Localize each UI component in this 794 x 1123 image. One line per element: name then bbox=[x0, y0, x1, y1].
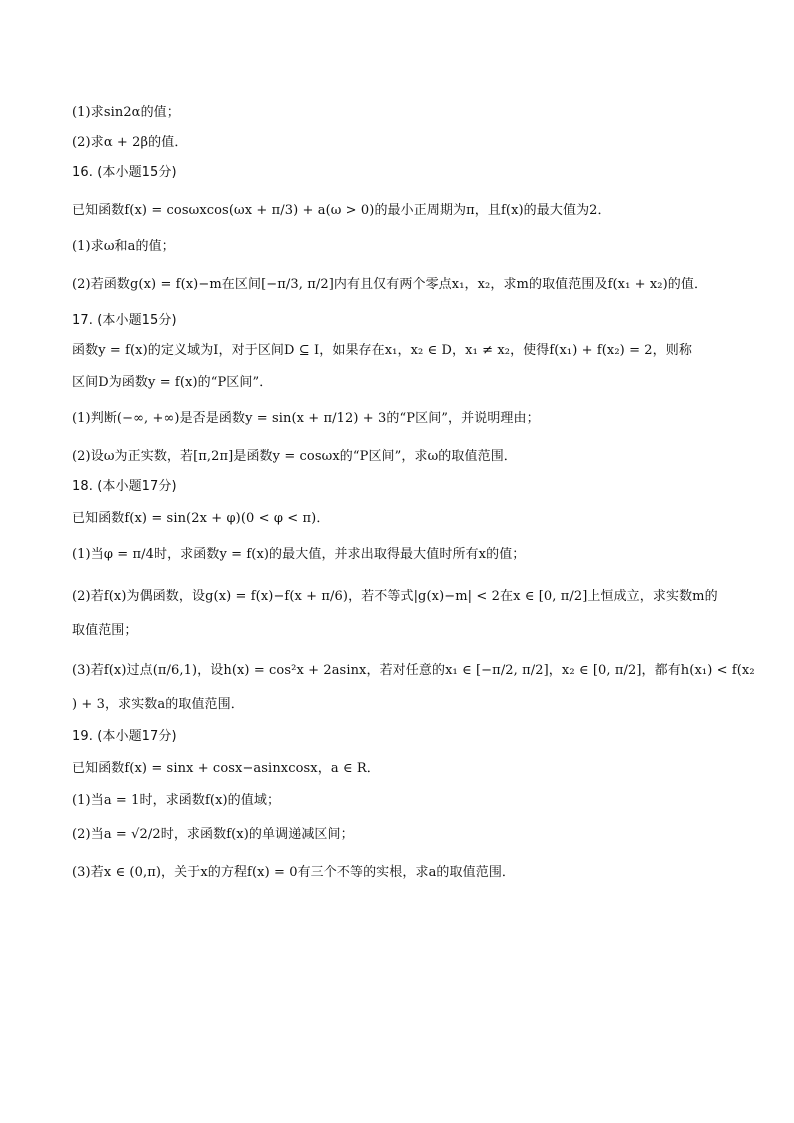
text-line-q18-part1: (1)当φ = π/4时，求函数y = f(x)的最大值，并求出取得最大值时所有x的值； bbox=[72, 547, 526, 562]
text-line-q17-part1: (1)判断(−∞, +∞)是否是函数y = sin(x + π/12) + 3的“P区间”，并说明理由； bbox=[72, 411, 540, 426]
text-line-q19-part1: (1)当a = 1时，求函数f(x)的值域； bbox=[72, 793, 281, 808]
text-line-q17-part2: (2)设ω为正实数，若[π,2π]是函数y = cosωx的“P区间”，求ω的取值范围． bbox=[72, 449, 517, 464]
text-line-q19-stem: 已知函数f(x) = sinx + cosx−asinxcosx，a ∈ R． bbox=[72, 761, 380, 776]
text-line-q18-part2-1: (2)若f(x)为偶函数，设g(x) = f(x)−f(x + π/6)，若不等式|g(x)−m| < 2在x ∈ [0, π/2]上恒成立，求实数m的 bbox=[72, 589, 718, 604]
question-heading-17: 17. (本小题15分) bbox=[72, 313, 177, 328]
text-line-q18-part2-2: 取值范围； bbox=[72, 623, 138, 638]
text-line-q17-stem-1: 函数y = f(x)的定义域为I，对于区间D ⊆ I，如果存在x₁，x₂ ∈ D，x₁ ≠ x₂，使得f(x₁) + f(x₂) = 2，则称 bbox=[72, 343, 692, 358]
question-heading-18: 18. (本小题17分) bbox=[72, 479, 177, 494]
text-line-q18-part3-1: (3)若f(x)过点(π/6,1)，设h(x) = cos²x + 2asinx，若对任意的x₁ ∈ [−π/2, π/2]，x₂ ∈ [0, π/2]，都有h(x₁) < f(x₂ bbox=[72, 663, 755, 678]
text-line-q15-part2: (2)求α + 2β的值． bbox=[72, 135, 188, 150]
text-line-q19-part2: (2)当a = √2/2时，求函数f(x)的单调递减区间； bbox=[72, 827, 354, 842]
text-line-q15-part1: (1)求sin2α的值； bbox=[72, 105, 180, 120]
text-line-q18-part3-2: ) + 3，求实数a的取值范围． bbox=[72, 697, 244, 712]
text-line-q18-stem: 已知函数f(x) = sin(2x + φ)(0 < φ < π)． bbox=[72, 511, 330, 526]
text-line-q16-stem: 已知函数f(x) = cosωxcos(ωx + π/3) + a(ω > 0)的最小正周期为π，且f(x)的最大值为2． bbox=[72, 203, 611, 218]
question-heading-19: 19. (本小题17分) bbox=[72, 729, 177, 744]
text-line-q16-part1: (1)求ω和a的值； bbox=[72, 239, 175, 254]
question-heading-16: 16. (本小题15分) bbox=[72, 165, 177, 180]
text-line-q19-part3: (3)若x ∈ (0,π)，关于x的方程f(x) = 0有三个不等的实根，求a的取值范围． bbox=[72, 865, 516, 880]
text-line-q16-part2: (2)若函数g(x) = f(x)−m在区间[−π/3, π/2]内有且仅有两个零点x₁，x₂，求m的取值范围及f(x₁ + x₂)的值． bbox=[72, 277, 708, 292]
text-line-q17-stem-2: 区间D为函数y = f(x)的“P区间”． bbox=[72, 375, 273, 390]
